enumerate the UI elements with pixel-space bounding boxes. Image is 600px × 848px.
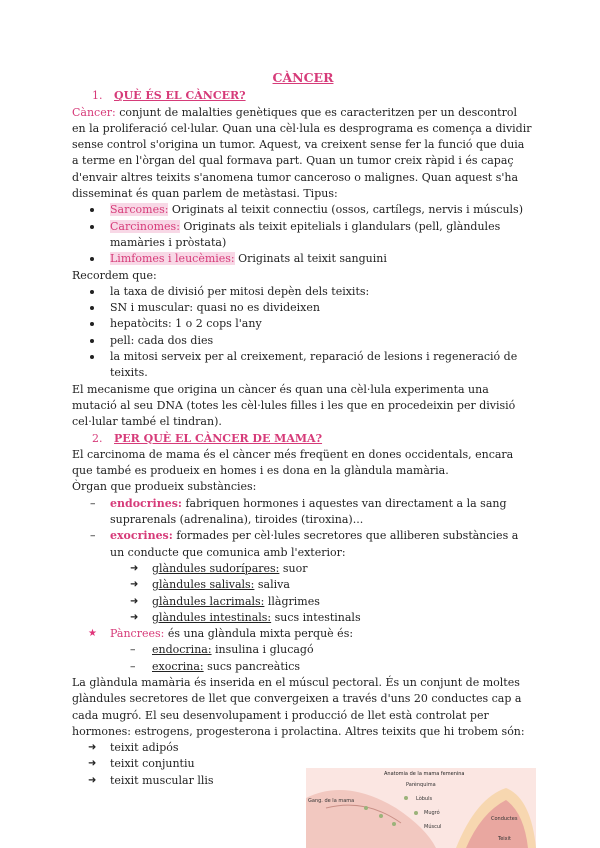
gland-product: saliva — [254, 578, 290, 592]
list-item: hepatòcits: 1 o 2 cops l'any — [72, 316, 534, 332]
list-item: ➜ teixit conjuntiu — [72, 756, 534, 772]
list-item — [72, 251, 534, 267]
list-item — [72, 496, 534, 529]
section-heading-2 — [72, 431, 534, 447]
exocrine-text: formades per cèl·lules secretores que alliberen substàncies a un conducte que comunica amb l'exterior: — [110, 529, 519, 559]
part-product: sucs pancreàtics — [203, 659, 301, 673]
section-title: QUÈ ÉS EL CÀNCER? — [114, 89, 246, 103]
list-item — [72, 594, 534, 610]
remember-list — [72, 284, 534, 382]
pancreas-text: és una glàndula mixta perquè és: — [164, 627, 354, 641]
organ-intro: Òrgan que produeix substàncies: — [72, 480, 257, 494]
list-item: la taxa de divisió per mitosi depèn dels teixits: — [72, 284, 534, 300]
part-product: insulina i glucagó — [211, 643, 314, 657]
list-item: ➜ teixit muscular llis — [72, 773, 534, 789]
definition-text: conjunt de malalties genètiques que es caracteritzen per un descontrol en la proliferació cel·lular. Quan una cèl·lula es desprograma es comença a dividir sense control s'origina un tumor. Aquest, va creixent sense fer la funció que duia a terme en l'òrgan del qual formava part. Quan un tumor creix ràpid i és capaç d'envair altres teixits s'anomena tumor canceroso o malignes. Quan aquest s'ha disseminat és quan parlem de metàstasi. Tipus: — [72, 105, 532, 201]
figure-title: Anatomia de la mama femenina — [384, 771, 465, 777]
breast-cancer-intro: El carcinoma de mama és el càncer més freqüent en dones occidentals, encara que també es produeix en homes i es dona en la glàndula mamària. — [72, 447, 514, 478]
type-text: Originats als teixit epitelials i glandulars (pell, glàndules mamàries i pròstata) — [110, 219, 501, 249]
pancreas-parts-list — [72, 642, 534, 675]
section-number: 1. — [92, 89, 103, 103]
cancer-definition — [72, 105, 534, 203]
figure-label: Parènquima — [406, 782, 436, 788]
type-text: Originats al teixit connectiu (ossos, cartílegs, nervis i músculs) — [168, 203, 523, 217]
list-item — [72, 610, 534, 626]
section-number: 2. — [92, 431, 103, 445]
type-term: Carcinomes: — [110, 219, 180, 233]
gland-name: glàndules sudorípares: — [152, 561, 280, 575]
figure-label: Conductes — [491, 816, 518, 822]
list-item: la mitosi serveix per al creixement, reparació de lesions i regeneració de teixits. — [72, 349, 534, 382]
gland-product: sucs intestinals — [271, 610, 361, 624]
remember-intro: Recordem que: — [72, 268, 157, 282]
gland-name: glàndules salivals: — [152, 578, 255, 592]
list-item: SN i muscular: quasi no es divideixen — [72, 300, 534, 316]
figure-label: Múscul — [424, 824, 442, 830]
section-heading-1 — [72, 88, 534, 104]
endocrine-text: fabriquen hormones i aquestes van directament a la sang suprarenals (adrenalina), tiroides (tiroxina)... — [110, 496, 507, 527]
part-name: endocrina: — [152, 643, 212, 657]
list-item — [72, 642, 534, 658]
gland-product: suor — [279, 561, 308, 575]
page-title: CÀNCER — [272, 70, 334, 85]
mechanism-paragraph: El mecanisme que origina un càncer és quan una cèl·lula experimenta una mutació al seu DNA (totes les cèl·lules filles i les que en procedeixin per divisió cel·lular també el tindran). — [72, 382, 516, 429]
breast-anatomy-figure — [306, 768, 536, 848]
pancreas-item — [72, 626, 534, 642]
list-item — [72, 528, 534, 561]
type-term: Limfomes i leucèmies: — [110, 252, 235, 266]
gland-types-list — [72, 496, 534, 561]
mammary-paragraph: La glàndula mamària és inserida en el múscul pectoral. És un conjunt de moltes glàndules secretores de llet que convergeixen a través d'uns 20 conductes cap a cada mugró. El seu desenvolupament i producció de llet està controlat per hormones: estrogens, progesterona i prolactina. Altres teixits que hi trobem són: — [72, 675, 525, 738]
definition-term: Càncer: — [72, 105, 116, 119]
gland-product: llàgrimes — [264, 594, 320, 608]
figure-label: Gang. de la mama — [308, 798, 355, 804]
cancer-types-list — [72, 202, 534, 267]
exocrine-term: exocrines: — [110, 529, 173, 543]
part-name: exocrina: — [152, 659, 204, 673]
star-icon: ★ — [88, 628, 97, 640]
section-title: PER QUÈ EL CÀNCER DE MAMA? — [114, 431, 323, 445]
document-body — [72, 70, 534, 789]
list-item — [72, 202, 534, 218]
type-text: Originats al teixit sanguini — [234, 252, 387, 266]
type-term: Sarcomes: — [110, 203, 169, 217]
list-item: ➜ teixit adipós — [72, 740, 534, 756]
figure-label: Mugró — [424, 810, 440, 816]
figure-label: Lòbuls — [416, 796, 433, 802]
gland-name: glàndules lacrimals: — [152, 594, 265, 608]
figure-label: Teixit — [498, 836, 511, 842]
list-item — [72, 561, 534, 577]
list-item — [72, 577, 534, 593]
pancreas-term: Pàncrees: — [110, 627, 165, 641]
gland-name: glàndules intestinals: — [152, 610, 272, 624]
list-item — [72, 659, 534, 675]
endocrine-term: endocrines: — [110, 496, 182, 510]
exocrine-examples-list — [72, 561, 534, 626]
list-item — [72, 219, 534, 252]
list-item: pell: cada dos dies — [72, 333, 534, 349]
